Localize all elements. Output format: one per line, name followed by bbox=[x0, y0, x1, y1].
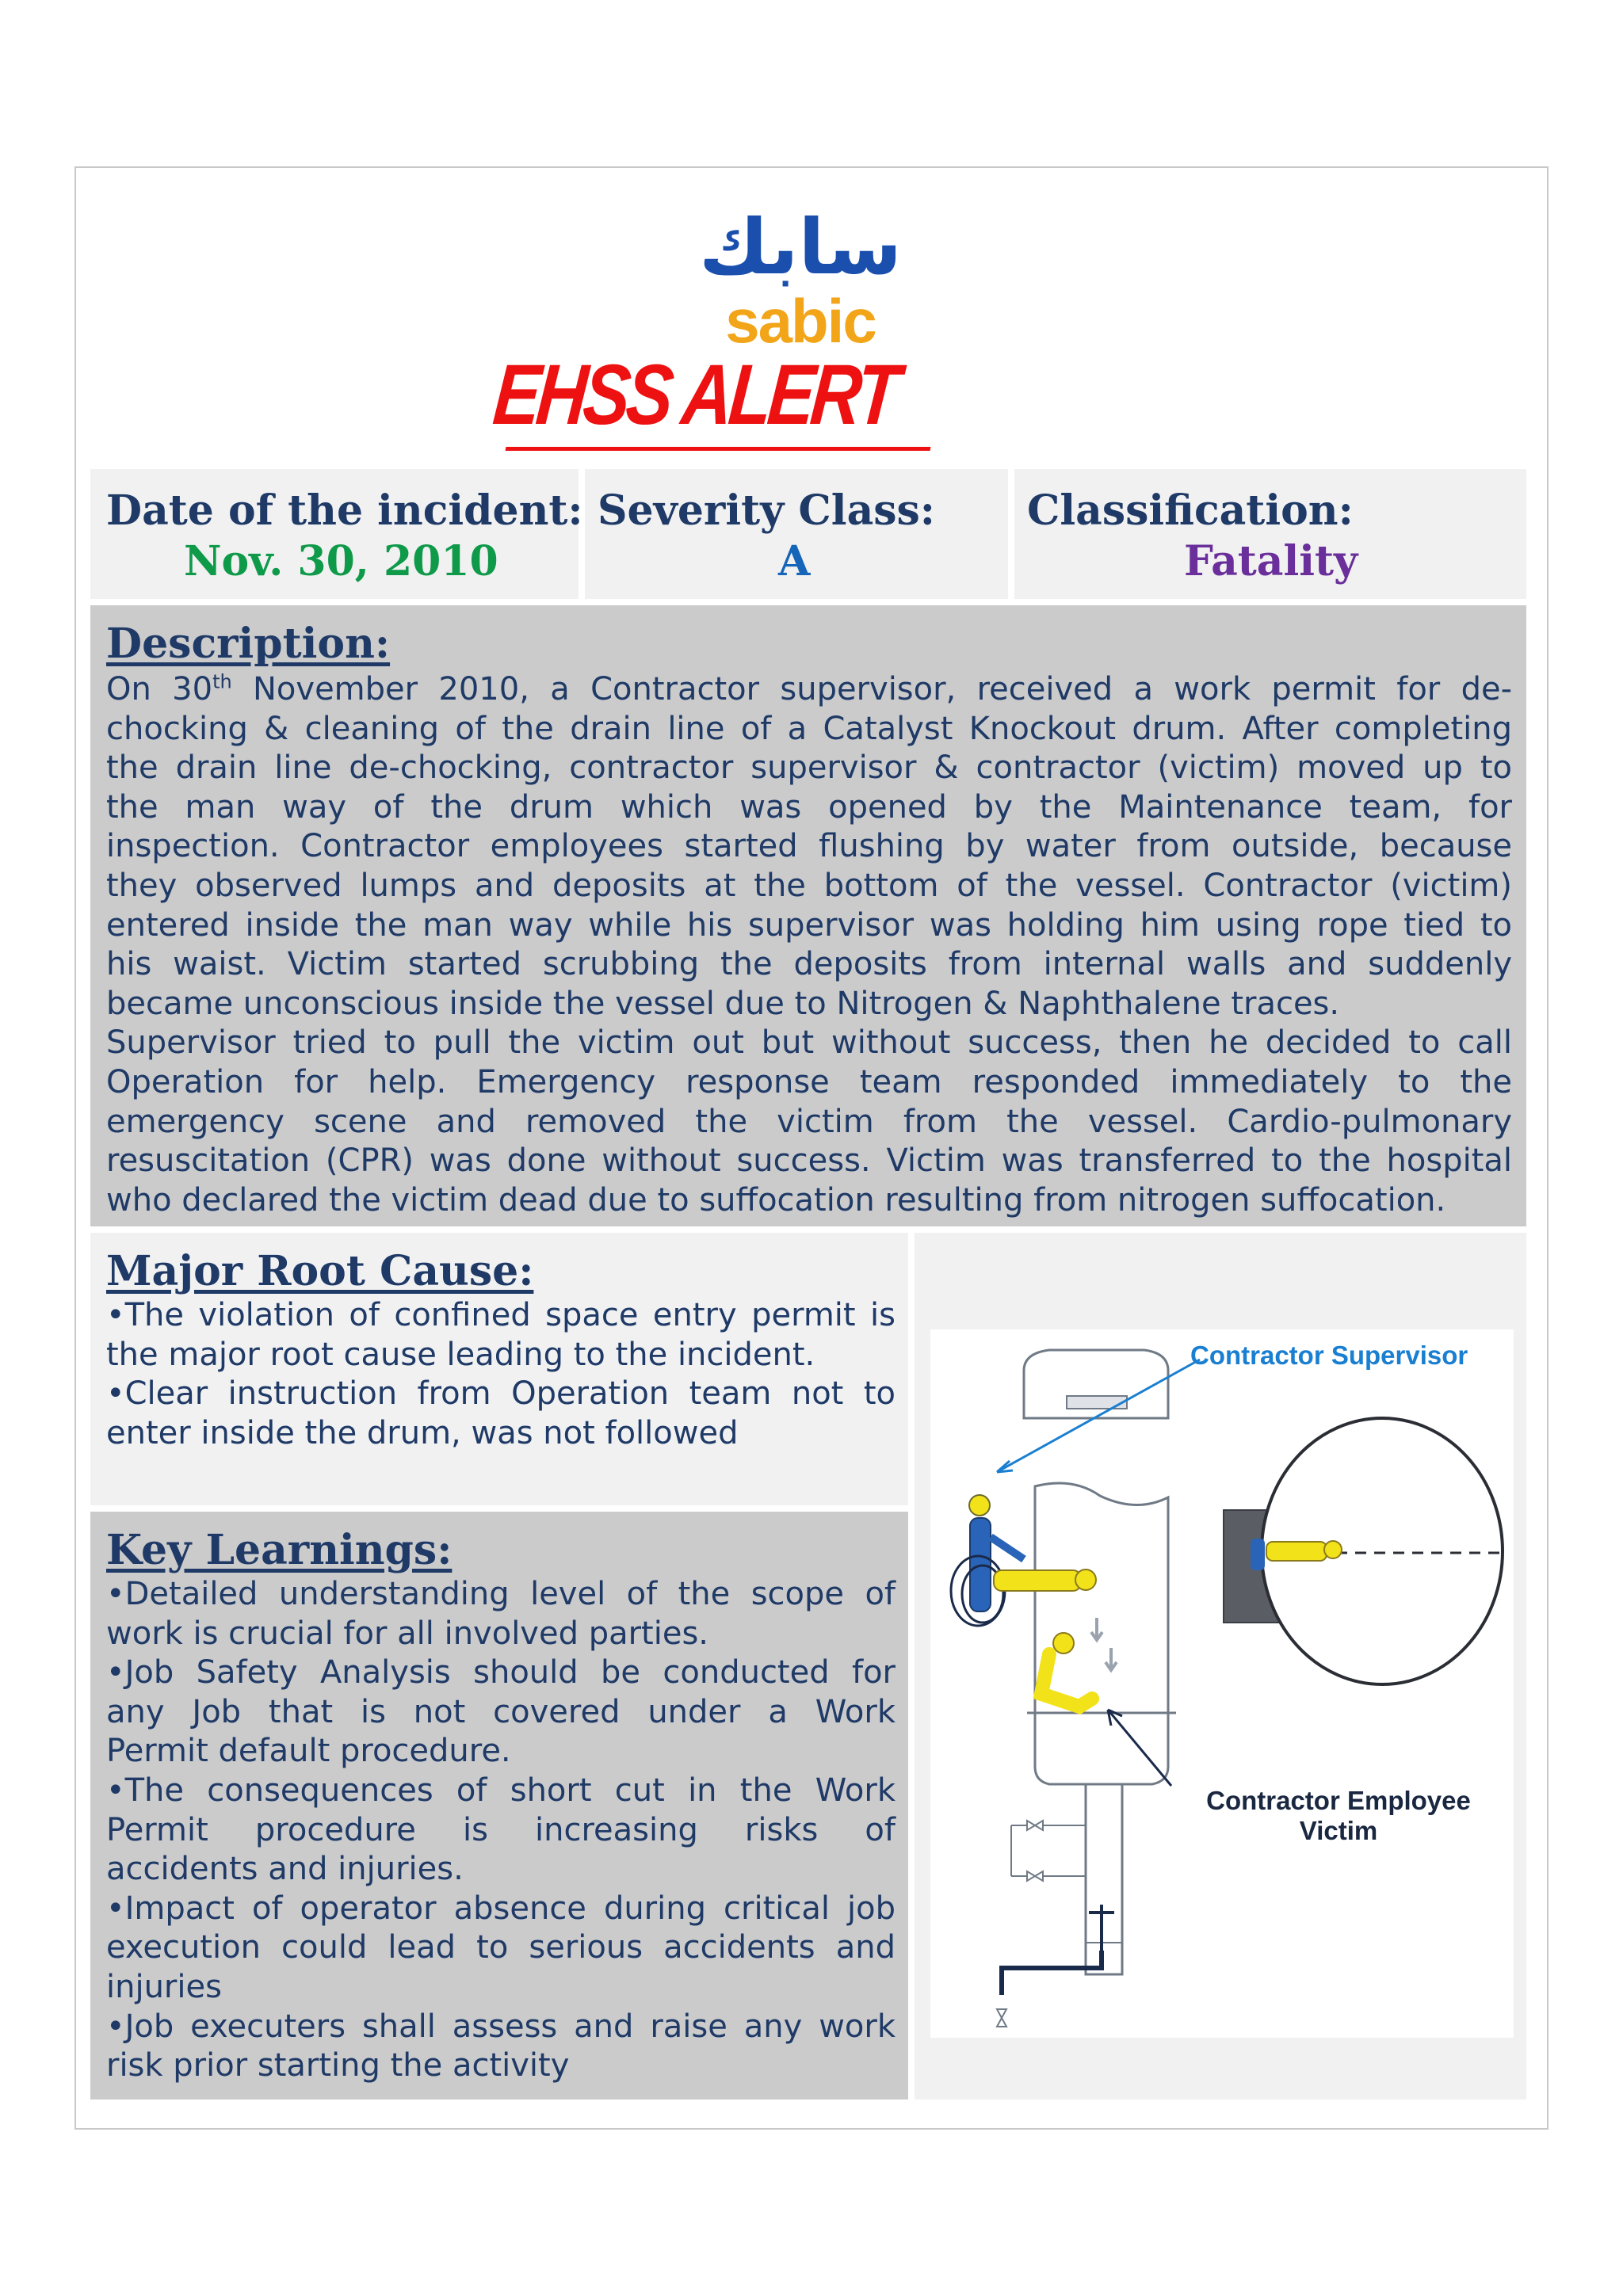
side-piping bbox=[1011, 1825, 1086, 1876]
date-label: Date of the incident: bbox=[106, 486, 583, 535]
ordinal-superscript: th bbox=[212, 670, 232, 693]
incident-diagram bbox=[930, 1329, 1514, 2038]
supervisor-pointer-arrowhead bbox=[997, 1461, 1013, 1472]
text-line: •Clear instruction from Operation team not to bbox=[106, 1375, 896, 1413]
severity-cell bbox=[585, 469, 1008, 599]
text-line: •The consequences of short cut in the Work bbox=[106, 1772, 896, 1809]
alert-title: EHSS ALERT bbox=[490, 346, 900, 442]
text-line: •The violation of confined space entry permit is bbox=[106, 1297, 896, 1333]
root-cause-title: Major Root Cause: bbox=[106, 1247, 534, 1295]
drain-valve-icon bbox=[997, 2009, 1006, 2027]
victim-collapsed-head bbox=[1053, 1633, 1074, 1653]
text-line: who declared the victim dead due to suffocation resulting from nitrogen suffocation. bbox=[106, 1181, 1446, 1219]
vessel-leg bbox=[1086, 1784, 1122, 1974]
key-learnings-body bbox=[106, 1575, 896, 2086]
top-view-victim-head bbox=[1324, 1541, 1342, 1558]
root-cause-body bbox=[106, 1296, 896, 1453]
text-line: entered inside the man way while his supervisor was holding him using rope tied to bbox=[106, 906, 1512, 944]
supervisor-head bbox=[969, 1495, 990, 1516]
logo-arabic: سابك bbox=[699, 203, 902, 292]
classification-cell bbox=[1014, 469, 1526, 599]
text-line: inspection. Contractor employees started flushing by water from outside, because bbox=[106, 828, 1512, 865]
text-line: enter inside the drum, was not followed bbox=[106, 1414, 739, 1451]
text-line: the major root cause leading to the incident. bbox=[106, 1336, 815, 1373]
valve-icon bbox=[1027, 1871, 1043, 1881]
employee-label-line2: Victim bbox=[1299, 1816, 1378, 1845]
text-line: Permit procedure is increasing risks of bbox=[106, 1811, 896, 1848]
classification-label: Classification: bbox=[1027, 486, 1354, 535]
employee-label-line1: Contractor Employee bbox=[1206, 1786, 1471, 1815]
text-line: chocking & cleaning of the drain line of a Catalyst Knockout drum. After completing bbox=[106, 710, 1512, 747]
text-line: they observed lumps and deposits at the bottom of the vessel. Contractor (victim) bbox=[106, 867, 1512, 904]
valve-icon bbox=[1027, 1821, 1043, 1830]
description-title: Description: bbox=[106, 620, 391, 668]
date-value: Nov. 30, 2010 bbox=[184, 537, 498, 585]
text-line: became unconscious inside the vessel due to Nitrogen & Naphthalene traces. bbox=[106, 985, 1340, 1022]
text-line: Permit default procedure. bbox=[106, 1733, 511, 1770]
victim-body-horizontal bbox=[994, 1570, 1081, 1591]
text-line: •Impact of operator absence during critical job bbox=[106, 1890, 896, 1927]
text-line: work is crucial for all involved parties. bbox=[106, 1615, 708, 1652]
text-line: injuries bbox=[106, 1968, 222, 2005]
top-view-supervisor bbox=[1251, 1539, 1265, 1570]
text-line: •Job executers shall assess and raise any work bbox=[106, 2008, 896, 2045]
text-line: the man way of the drum which was opened by the Maintenance team, for bbox=[106, 788, 1512, 826]
vessel-illustration bbox=[930, 1329, 1514, 2038]
text-line: any Job that is not covered under a Work bbox=[106, 1693, 896, 1730]
text-line: •Job Safety Analysis should be conducted for bbox=[106, 1654, 896, 1691]
alert-title-underline bbox=[506, 447, 931, 451]
text-line: emergency scene and removed the victim from the vessel. Cardio-pulmonary bbox=[106, 1103, 1512, 1140]
key-learnings-section bbox=[90, 1512, 908, 2100]
cap-window bbox=[1067, 1396, 1127, 1409]
key-learnings-title: Key Learnings: bbox=[106, 1526, 453, 1574]
text-line: Supervisor tried to pull the victim out but without success, then he decided to call bbox=[106, 1024, 1512, 1062]
severity-label: Severity Class: bbox=[598, 486, 936, 535]
supervisor-arm bbox=[991, 1537, 1024, 1559]
logo-latin: sabic bbox=[725, 286, 876, 356]
text-line: On 30th November 2010, a Contractor supervisor, received a work permit for de- bbox=[106, 670, 1512, 707]
description-section bbox=[90, 605, 1526, 1226]
text-line: his waist. Victim started scrubbing the deposits from internal walls and suddenly bbox=[106, 946, 1512, 983]
text-line: resuscitation (CPR) was done without success. Victim was transferred to the hospital bbox=[106, 1142, 1512, 1180]
victim-head bbox=[1075, 1569, 1096, 1590]
text-line: execution could lead to serious accidents and bbox=[106, 1929, 896, 1966]
text-line: •Detailed understanding level of the scope of bbox=[106, 1576, 896, 1612]
text-line: risk prior starting the activity bbox=[106, 2047, 570, 2084]
text-line: Operation for help. Emergency response team responded immediately to the bbox=[106, 1063, 1512, 1100]
severity-value: A bbox=[778, 537, 811, 585]
text-line: the drain line de-chocking, contractor supervisor & contractor (victim) moved up to bbox=[106, 749, 1512, 787]
sabic-logo bbox=[697, 198, 903, 357]
supervisor-label: Contractor Supervisor bbox=[1190, 1341, 1468, 1370]
classification-value: Fatality bbox=[1184, 537, 1358, 585]
top-view-victim bbox=[1266, 1542, 1327, 1561]
description-body bbox=[106, 670, 1512, 1220]
employee-label bbox=[1192, 1786, 1485, 1846]
text-line: accidents and injuries. bbox=[106, 1851, 464, 1888]
date-cell bbox=[90, 469, 583, 599]
root-cause-section bbox=[90, 1233, 908, 1505]
